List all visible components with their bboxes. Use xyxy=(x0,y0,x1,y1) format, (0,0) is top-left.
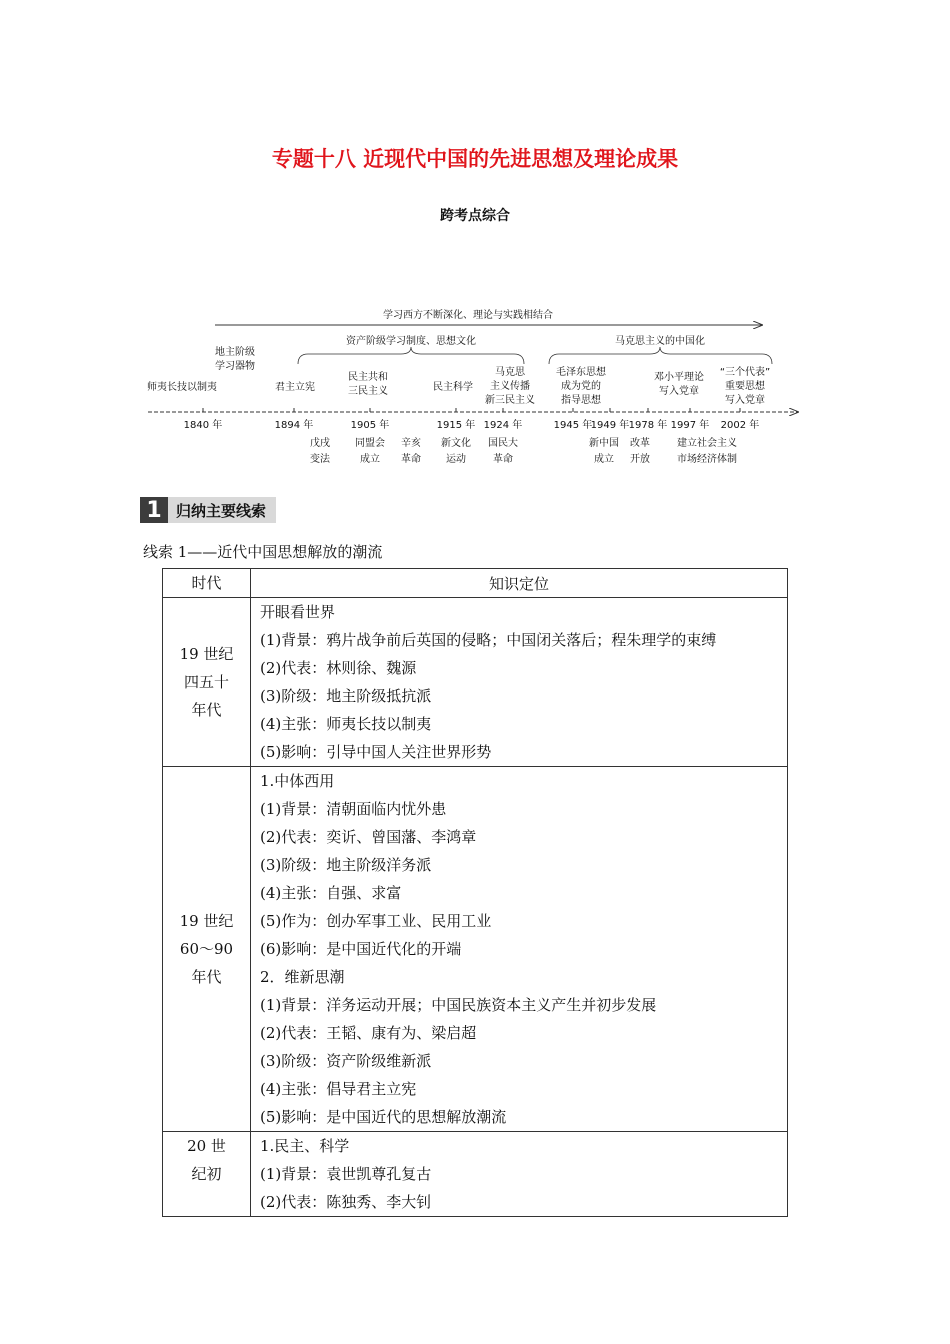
timeline-label-dengxiaoping: 邓小平理论 xyxy=(654,372,704,383)
table-row xyxy=(163,598,788,767)
section-label: 归纳主要线索 xyxy=(168,497,276,523)
event-xinhai: 辛亥 xyxy=(401,438,421,449)
knowledge-cell: 开眼看世界 (1)背景：鸦片战争前后英国的侵略；中国闭关落后；程朱理学的束缚 (2)代表：林则徐、魏源 (3)阶级：地主阶级抵抗派 (4)主张：师夷长技以制夷 (5)影响：引导中国人关注世界形势 xyxy=(251,598,788,767)
svg-text:新三民主义: 新三民主义 xyxy=(485,395,535,406)
svg-text:指导思想: 指导思想 xyxy=(561,395,601,406)
timeline-ticks xyxy=(203,408,740,412)
knowledge-cell: 1.民主、科学 (1)背景：袁世凯尊孔复古 (2)代表：陈独秀、李大钊 xyxy=(251,1132,788,1217)
svg-text:运动: 运动 xyxy=(446,454,466,465)
year-1915: 1915 年 xyxy=(436,420,476,431)
table-row xyxy=(163,1132,788,1217)
knowledge-cell: 1.中体西用 (1)背景：清朝面临内忧外患 (2)代表：奕䜣、曾国藩、李鸿章 (3)阶级：地主阶级洋务派 (4)主张：自强、求富 (5)作为：创办军事工业、民用工业 (6)影响：是中国近代化的开端 2．维新思潮 (1)背景：洋务运动开展；中国民族资本主义产生并初步发展 (2)代表：王韬、康有为、梁启超 (3)阶级：资产阶级维新派 (4)主张：倡导君主立宪 (5)影响：是中国近代的思想解放潮流 xyxy=(251,767,788,1132)
era-cell: 19 世纪 60～90 年代 xyxy=(163,767,251,1132)
timeline-label-dizhu: 地主阶级 xyxy=(215,347,255,358)
section-heading xyxy=(140,497,276,523)
timeline-label-makesi: 马克思 xyxy=(495,367,525,378)
year-1924: 1924 年 xyxy=(483,420,523,431)
event-guomin: 国民大 xyxy=(488,438,518,449)
table-row xyxy=(163,767,788,1132)
timeline-label-minzhu-gonghe: 民主共和 xyxy=(348,372,388,383)
year-2002: 2002 年 xyxy=(720,420,760,431)
svg-text:革命: 革命 xyxy=(401,454,421,465)
year-1905: 1905 年 xyxy=(350,420,390,431)
timeline-label-sange: “三个代表” xyxy=(719,367,771,378)
era-cell: 19 世纪 四五十 年代 xyxy=(163,598,251,767)
svg-text:成立: 成立 xyxy=(594,454,614,465)
timeline-label-shiyi: 师夷长技以制夷 xyxy=(147,382,217,393)
svg-text:主义传播: 主义传播 xyxy=(490,381,530,392)
event-xinzhongguo: 新中国 xyxy=(589,438,619,449)
svg-text:变法: 变法 xyxy=(310,454,330,465)
year-1840: 1840 年 xyxy=(183,420,223,431)
year-1949: 1949 年 xyxy=(590,420,630,431)
table-header-row xyxy=(163,569,788,598)
svg-text:重要思想: 重要思想 xyxy=(725,381,765,392)
event-gaige: 改革 xyxy=(630,438,650,449)
section-number: 1 xyxy=(140,497,168,523)
timeline-bracket-left-label: 资产阶级学习制度、思想文化 xyxy=(346,336,476,347)
header-knowledge: 知识定位 xyxy=(251,569,788,598)
svg-text:写入党章: 写入党章 xyxy=(659,386,699,397)
svg-text:成立: 成立 xyxy=(360,454,380,465)
event-tongmenghui: 同盟会 xyxy=(355,438,385,449)
event-xinwenhua: 新文化 xyxy=(441,438,471,449)
year-1894: 1894 年 xyxy=(274,420,314,431)
timeline-bracket-right-label: 马克思主义的中国化 xyxy=(615,336,705,347)
svg-text:三民主义: 三民主义 xyxy=(348,386,388,397)
era-cell: 20 世 纪初 xyxy=(163,1132,251,1217)
timeline-years xyxy=(184,418,760,431)
event-shichang: 建立社会主义 xyxy=(677,438,737,449)
svg-text:成为党的: 成为党的 xyxy=(561,381,601,392)
knowledge-table xyxy=(162,568,788,1217)
page-subtitle: 跨考点综合 xyxy=(440,208,510,224)
year-1978: 1978 年 xyxy=(628,420,668,431)
timeline-bracket-right xyxy=(549,347,772,364)
timeline-label-junzhu: 君主立宪 xyxy=(275,382,315,393)
svg-text:写入党章: 写入党章 xyxy=(725,395,765,406)
timeline-below-labels xyxy=(310,436,737,465)
year-1945: 1945 年 xyxy=(553,420,593,431)
timeline-label-minzhu-kexue: 民主科学 xyxy=(433,382,473,393)
timeline-bracket-left xyxy=(298,347,524,364)
svg-text:开放: 开放 xyxy=(630,454,650,465)
svg-text:学习器物: 学习器物 xyxy=(215,361,255,372)
svg-text:革命: 革命 xyxy=(493,454,513,465)
timeline-top-span-label: 学习西方不断深化、理论与实践相结合 xyxy=(383,310,553,321)
timeline-diagram xyxy=(140,300,810,470)
svg-text:市场经济体制: 市场经济体制 xyxy=(677,454,737,465)
timeline-label-maozedong: 毛泽东思想 xyxy=(556,367,606,378)
page-title: 专题十八 近现代中国的先进思想及理论成果 xyxy=(271,147,679,171)
year-1997: 1997 年 xyxy=(670,420,710,431)
clue-heading: 线索 1——近代中国思想解放的潮流 xyxy=(143,543,383,561)
header-era: 时代 xyxy=(163,569,251,598)
event-wuxu: 戊戌 xyxy=(310,438,330,449)
